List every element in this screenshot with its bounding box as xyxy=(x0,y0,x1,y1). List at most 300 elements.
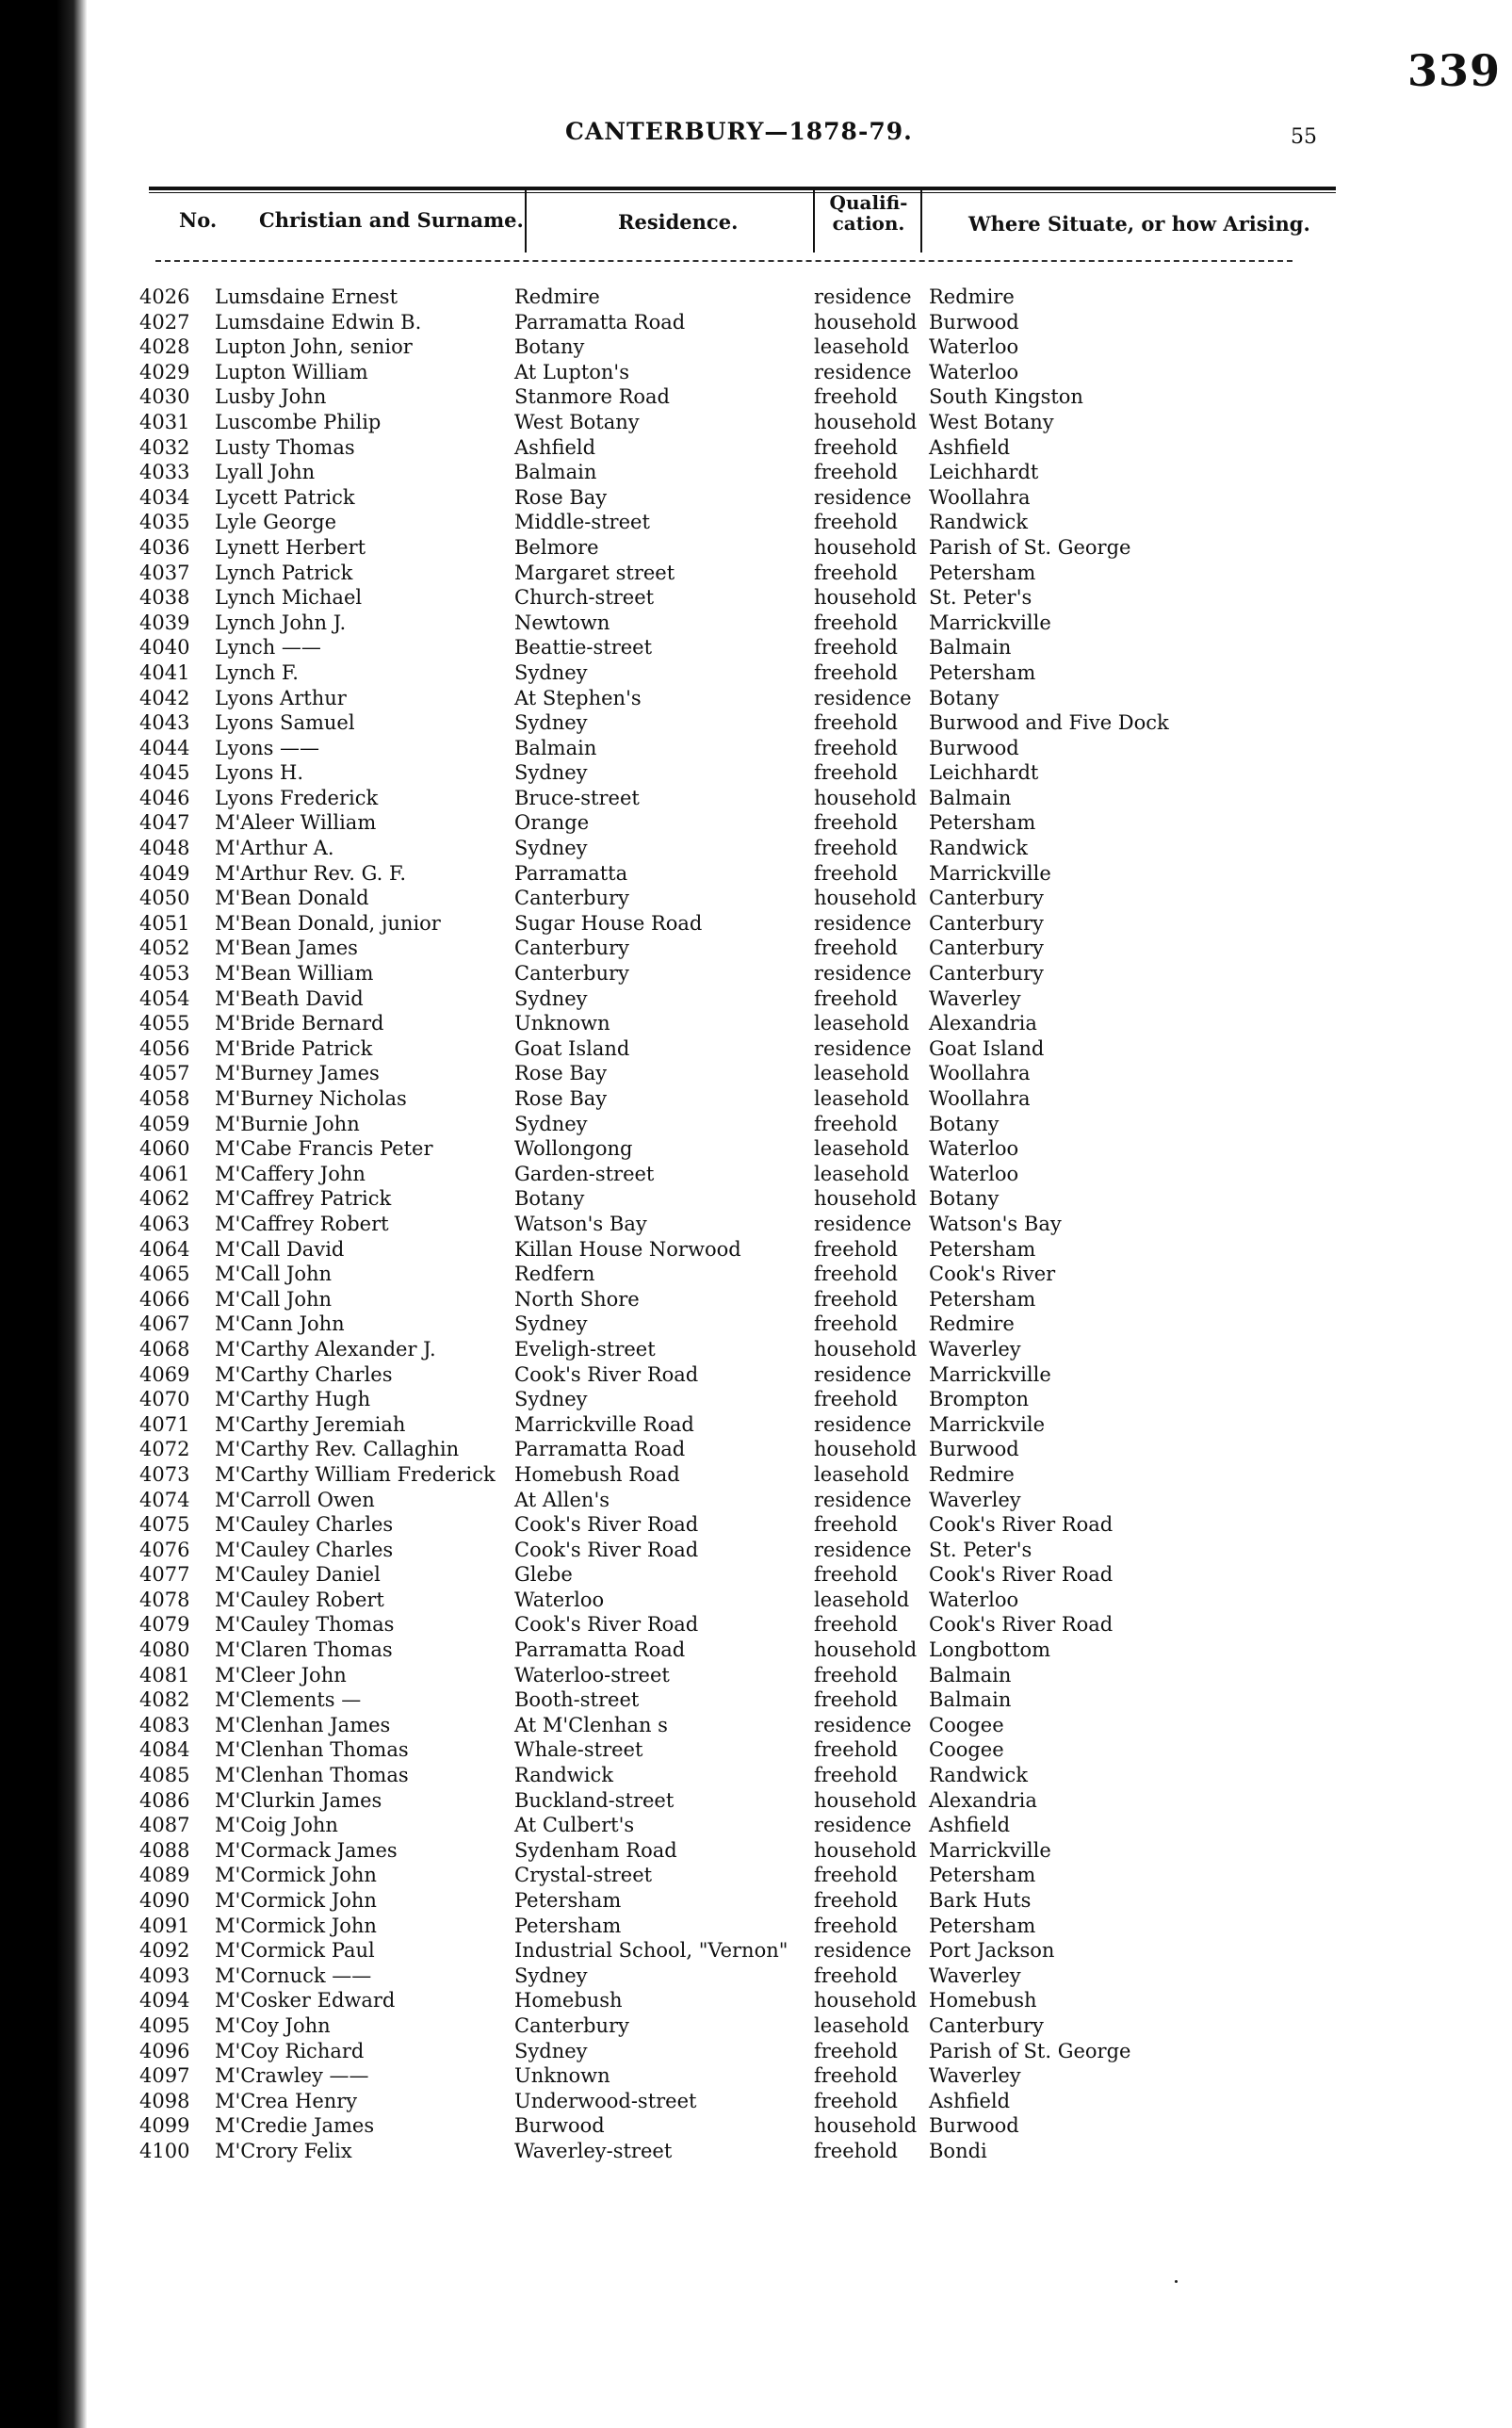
row-name: M'Burnie John xyxy=(215,1112,360,1135)
row-residence: Sydenham Road xyxy=(514,1838,677,1862)
row-residence: Whale-street xyxy=(514,1738,643,1762)
row-qualification: leasehold xyxy=(814,1162,910,1185)
row-qualification: leasehold xyxy=(814,335,910,359)
row-number: 4033 xyxy=(139,461,190,484)
table-row xyxy=(0,2089,1512,2114)
row-qualification: freehold xyxy=(814,837,898,860)
row-number: 4085 xyxy=(139,1764,190,1787)
row-number: 4050 xyxy=(139,887,190,910)
row-name: M'Aleer William xyxy=(215,811,377,835)
row-residence: Newtown xyxy=(514,611,610,634)
row-name: M'Coy John xyxy=(215,2013,331,2037)
row-where: Balmain xyxy=(929,1688,1012,1712)
row-name: M'Crawley —— xyxy=(215,2064,369,2088)
row-number: 4083 xyxy=(139,1713,190,1736)
row-name: M'Cormick John xyxy=(215,1914,377,1937)
row-qualification: freehold xyxy=(814,1914,898,1937)
row-qualification: household xyxy=(814,786,918,809)
row-qualification: residence xyxy=(814,360,912,383)
row-residence: Balmain xyxy=(514,461,597,484)
row-where: Woollahra xyxy=(929,1062,1031,1085)
row-name: Lyons —— xyxy=(215,736,320,759)
row-where: Redmire xyxy=(929,285,1015,308)
row-number: 4093 xyxy=(139,1964,190,1987)
row-number: 4065 xyxy=(139,1263,190,1286)
row-name: Lusty Thomas xyxy=(215,435,355,459)
row-name: M'Cormick Paul xyxy=(215,1939,375,1963)
row-number: 4071 xyxy=(139,1412,190,1436)
row-where: Homebush xyxy=(929,1989,1037,2012)
row-qualification: residence xyxy=(814,1412,912,1436)
row-residence: Killan House Norwood xyxy=(514,1237,741,1261)
row-number: 4060 xyxy=(139,1137,190,1161)
row-qualification: household xyxy=(814,1187,918,1211)
row-residence: Sydney xyxy=(514,837,588,860)
row-qualification: freehold xyxy=(814,2089,898,2112)
row-number: 4086 xyxy=(139,1788,190,1812)
row-residence: Petersham xyxy=(514,1914,622,1937)
row-qualification: freehold xyxy=(814,1738,898,1762)
table-row xyxy=(0,2113,1512,2139)
row-name: M'Carthy Jeremiah xyxy=(215,1412,406,1436)
row-name: Lynch F. xyxy=(215,660,299,684)
table-row xyxy=(0,310,1512,335)
row-where: Ashfield xyxy=(929,435,1011,459)
row-where: Leichhardt xyxy=(929,461,1039,484)
table-row xyxy=(0,1863,1512,1888)
row-qualification: freehold xyxy=(814,1287,898,1311)
page-number: 55 xyxy=(1291,125,1317,149)
row-where: Ashfield xyxy=(929,2089,1011,2112)
row-qualification: household xyxy=(814,887,918,910)
row-qualification: residence xyxy=(814,1362,912,1386)
row-residence: At Culbert's xyxy=(514,1814,635,1837)
row-qualification: residence xyxy=(814,485,912,509)
row-name: Lumsdaine Ernest xyxy=(215,285,398,308)
row-residence: Sydney xyxy=(514,761,588,785)
row-name: M'Cormack James xyxy=(215,1838,398,1862)
table-row xyxy=(0,760,1512,786)
row-number: 4046 xyxy=(139,786,190,809)
table-row xyxy=(0,1838,1512,1864)
row-number: 4098 xyxy=(139,2089,190,2112)
row-name: M'Cleer John xyxy=(215,1663,347,1687)
row-qualification: leasehold xyxy=(814,1087,910,1110)
table-row xyxy=(0,561,1512,586)
row-residence: Underwood-street xyxy=(514,2089,697,2112)
row-name: Lyons Frederick xyxy=(215,786,379,809)
row-residence: Crystal-street xyxy=(514,1864,653,1887)
row-qualification: residence xyxy=(814,1538,912,1561)
row-qualification: freehold xyxy=(814,1312,898,1336)
row-residence: Rose Bay xyxy=(514,1062,608,1085)
row-number: 4029 xyxy=(139,360,190,383)
row-name: M'Cornuck —— xyxy=(215,1964,372,1987)
row-name: M'Clurkin James xyxy=(215,1788,382,1812)
row-name: M'Cauley Robert xyxy=(215,1588,384,1611)
table-row xyxy=(0,1788,1512,1814)
table-row xyxy=(0,1162,1512,1187)
row-number: 4058 xyxy=(139,1087,190,1110)
row-qualification: freehold xyxy=(814,736,898,759)
row-residence: Eveligh-street xyxy=(514,1337,656,1361)
table-row xyxy=(0,2039,1512,2064)
binding-mark xyxy=(0,253,15,256)
row-residence: Industrial School, "Vernon" xyxy=(514,1939,789,1963)
row-qualification: freehold xyxy=(814,1889,898,1912)
top-rule-thin xyxy=(149,192,1336,193)
row-qualification: freehold xyxy=(814,1263,898,1286)
row-number: 4040 xyxy=(139,636,190,660)
row-residence: West Botany xyxy=(514,410,640,433)
register-table xyxy=(0,285,1512,2164)
table-row xyxy=(0,660,1512,686)
row-name: M'Cann John xyxy=(215,1312,345,1336)
row-name: Lycett Patrick xyxy=(215,485,355,509)
row-number: 4036 xyxy=(139,535,190,559)
row-number: 4047 xyxy=(139,811,190,835)
row-qualification: freehold xyxy=(814,2064,898,2088)
row-residence: Stanmore Road xyxy=(514,385,670,409)
row-qualification: household xyxy=(814,1337,918,1361)
row-name: Lyons Samuel xyxy=(215,711,355,735)
row-name: Lynett Herbert xyxy=(215,535,366,559)
row-where: Marrickville xyxy=(929,611,1051,634)
row-name: Lupton John, senior xyxy=(215,335,413,359)
row-number: 4026 xyxy=(139,285,190,308)
row-name: Lyons H. xyxy=(215,761,304,785)
table-row xyxy=(0,986,1512,1012)
row-number: 4091 xyxy=(139,1914,190,1937)
row-name: M'Carthy Rev. Callaghin xyxy=(215,1438,460,1461)
row-number: 4094 xyxy=(139,1989,190,2012)
row-qualification: freehold xyxy=(814,461,898,484)
row-qualification: leasehold xyxy=(814,1588,910,1611)
row-residence: Cook's River Road xyxy=(514,1362,699,1386)
row-where: Alexandria xyxy=(929,1012,1037,1035)
row-name: Luscombe Philip xyxy=(215,410,382,433)
row-name: M'Clenhan Thomas xyxy=(215,1764,409,1787)
row-name: M'Arthur Rev. G. F. xyxy=(215,861,406,885)
table-row xyxy=(0,911,1512,937)
row-where: Burwood xyxy=(929,1438,1019,1461)
row-number: 4082 xyxy=(139,1688,190,1712)
row-number: 4037 xyxy=(139,561,190,584)
table-row xyxy=(0,1337,1512,1362)
row-qualification: leasehold xyxy=(814,1062,910,1085)
row-name: M'Crory Felix xyxy=(215,2139,352,2162)
row-residence: Cook's River Road xyxy=(514,1538,699,1561)
row-residence: Sydney xyxy=(514,711,588,735)
table-row xyxy=(0,611,1512,636)
row-qualification: residence xyxy=(814,1713,912,1736)
row-where: Petersham xyxy=(929,1287,1036,1311)
row-where: Canterbury xyxy=(929,911,1044,935)
table-row xyxy=(0,1036,1512,1062)
row-residence: Buckland-street xyxy=(514,1788,675,1812)
row-name: M'Caffrey Patrick xyxy=(215,1187,392,1211)
row-qualification: freehold xyxy=(814,1864,898,1887)
header-no: No. xyxy=(179,208,218,232)
row-number: 4051 xyxy=(139,911,190,935)
row-qualification: freehold xyxy=(814,1688,898,1712)
row-residence: Rose Bay xyxy=(514,485,608,509)
row-residence: At Allen's xyxy=(514,1488,610,1511)
row-number: 4073 xyxy=(139,1462,190,1486)
row-where: Leichhardt xyxy=(929,761,1039,785)
row-qualification: residence xyxy=(814,962,912,986)
table-row xyxy=(0,961,1512,986)
row-qualification: freehold xyxy=(814,611,898,634)
row-residence: Redmire xyxy=(514,285,600,308)
row-residence: Canterbury xyxy=(514,887,629,910)
row-number: 4081 xyxy=(139,1663,190,1687)
row-residence: Waterloo-street xyxy=(514,1663,670,1687)
row-number: 4062 xyxy=(139,1187,190,1211)
row-residence: Marrickville Road xyxy=(514,1412,694,1436)
row-number: 4028 xyxy=(139,335,190,359)
row-where: West Botany xyxy=(929,410,1054,433)
row-name: M'Bean William xyxy=(215,962,374,986)
row-residence: North Shore xyxy=(514,1287,640,1311)
row-residence: Unknown xyxy=(514,1012,610,1035)
row-number: 4048 xyxy=(139,837,190,860)
row-number: 4069 xyxy=(139,1362,190,1386)
row-name: M'Clenhan James xyxy=(215,1713,391,1736)
row-qualification: freehold xyxy=(814,2139,898,2162)
row-residence: Unknown xyxy=(514,2064,610,2088)
table-row xyxy=(0,1112,1512,1137)
row-number: 4099 xyxy=(139,2114,190,2138)
row-qualification: freehold xyxy=(814,435,898,459)
table-row xyxy=(0,1687,1512,1713)
row-qualification: household xyxy=(814,310,918,334)
row-name: M'Carthy Charles xyxy=(215,1362,393,1386)
table-row xyxy=(0,1612,1512,1638)
row-number: 4041 xyxy=(139,660,190,684)
table-row xyxy=(0,1011,1512,1036)
row-where: Bondi xyxy=(929,2139,987,2162)
row-residence: Randwick xyxy=(514,1764,613,1787)
table-row xyxy=(0,360,1512,385)
row-name: M'Clements — xyxy=(215,1688,362,1712)
table-row xyxy=(0,1462,1512,1488)
row-where: Waterloo xyxy=(929,360,1019,383)
table-row xyxy=(0,1638,1512,1663)
row-where: Waterloo xyxy=(929,335,1019,359)
row-name: M'Clenhan Thomas xyxy=(215,1738,409,1762)
row-residence: Sydney xyxy=(514,986,588,1010)
table-row xyxy=(0,810,1512,836)
row-qualification: household xyxy=(814,586,918,610)
row-qualification: household xyxy=(814,1638,918,1662)
row-where: Waverley xyxy=(929,2064,1021,2088)
table-row xyxy=(0,1186,1512,1212)
row-residence: Goat Island xyxy=(514,1036,630,1060)
row-name: M'Bean Donald xyxy=(215,887,369,910)
row-where: Redmire xyxy=(929,1462,1015,1486)
header-residence: Residence. xyxy=(618,210,739,234)
row-residence: Garden-street xyxy=(514,1162,655,1185)
row-number: 4052 xyxy=(139,937,190,960)
row-number: 4061 xyxy=(139,1162,190,1185)
table-row xyxy=(0,1888,1512,1914)
row-number: 4075 xyxy=(139,1513,190,1537)
table-row xyxy=(0,510,1512,535)
row-number: 4077 xyxy=(139,1563,190,1587)
row-where: Burwood xyxy=(929,2114,1019,2138)
row-name: M'Beath David xyxy=(215,986,364,1010)
table-row xyxy=(0,861,1512,887)
table-row xyxy=(0,1387,1512,1412)
table-row xyxy=(0,1061,1512,1086)
row-qualification: freehold xyxy=(814,811,898,835)
table-row xyxy=(0,886,1512,911)
table-row xyxy=(0,686,1512,711)
row-number: 4059 xyxy=(139,1112,190,1135)
row-residence: Church-street xyxy=(514,586,655,610)
row-where: Randwick xyxy=(929,1764,1028,1787)
row-residence: At M'Clenhan s xyxy=(514,1713,668,1736)
row-name: M'Burney James xyxy=(215,1062,380,1085)
row-residence: Sydney xyxy=(514,1388,588,1411)
table-row xyxy=(0,1237,1512,1263)
row-where: Petersham xyxy=(929,1237,1036,1261)
row-name: Lynch —— xyxy=(215,636,321,660)
row-qualification: residence xyxy=(814,1488,912,1511)
row-qualification: household xyxy=(814,1989,918,2012)
row-residence: Booth-street xyxy=(514,1688,640,1712)
row-name: M'Crea Henry xyxy=(215,2089,358,2112)
row-residence: Homebush Road xyxy=(514,1462,680,1486)
row-number: 4090 xyxy=(139,1889,190,1912)
table-row xyxy=(0,1287,1512,1312)
table-row xyxy=(0,1562,1512,1588)
row-name: Lynch Michael xyxy=(215,586,363,610)
row-qualification: residence xyxy=(814,686,912,709)
row-number: 4038 xyxy=(139,586,190,610)
row-residence: Canterbury xyxy=(514,2013,629,2037)
row-name: M'Cauley Daniel xyxy=(215,1563,381,1587)
row-where: Randwick xyxy=(929,511,1028,534)
row-number: 4092 xyxy=(139,1939,190,1963)
header-name: Christian and Surname. xyxy=(259,208,524,232)
page-title: CANTERBURY—1878-79. xyxy=(565,118,913,145)
row-number: 4070 xyxy=(139,1388,190,1411)
row-where: Parish of St. George xyxy=(929,535,1131,559)
row-where: Marrickvile xyxy=(929,1412,1046,1436)
row-name: M'Cormick John xyxy=(215,1889,377,1912)
row-name: M'Carroll Owen xyxy=(215,1488,375,1511)
row-name: M'Cauley Charles xyxy=(215,1538,394,1561)
row-name: Lyons Arthur xyxy=(215,686,347,709)
row-where: Marrickville xyxy=(929,1838,1051,1862)
row-number: 4039 xyxy=(139,611,190,634)
row-name: M'Bean Donald, junior xyxy=(215,911,441,935)
row-qualification: leasehold xyxy=(814,2013,910,2037)
row-number: 4031 xyxy=(139,410,190,433)
row-number: 4055 xyxy=(139,1012,190,1035)
row-where: Waterloo xyxy=(929,1162,1019,1185)
row-qualification: freehold xyxy=(814,1613,898,1637)
row-qualification: freehold xyxy=(814,711,898,735)
table-row xyxy=(0,585,1512,611)
row-where: Parish of St. George xyxy=(929,2039,1131,2062)
table-row xyxy=(0,936,1512,961)
page-stamp: 339 xyxy=(1406,45,1501,96)
row-residence: Cook's River Road xyxy=(514,1613,699,1637)
row-residence: Watson's Bay xyxy=(514,1212,647,1235)
row-qualification: freehold xyxy=(814,761,898,785)
row-residence: Redfern xyxy=(514,1263,595,1286)
row-where: Botany xyxy=(929,686,1000,709)
scan-speck xyxy=(1175,2280,1178,2283)
table-row xyxy=(0,786,1512,811)
row-where: Brompton xyxy=(929,1388,1030,1411)
row-where: Canterbury xyxy=(929,962,1044,986)
table-row xyxy=(0,836,1512,861)
table-row xyxy=(0,334,1512,360)
table-row xyxy=(0,1938,1512,1964)
row-where: St. Peter's xyxy=(929,586,1032,610)
row-qualification: household xyxy=(814,1838,918,1862)
column-divider xyxy=(813,190,815,253)
row-name: Lynch Patrick xyxy=(215,561,353,584)
row-where: Longbottom xyxy=(929,1638,1051,1662)
row-number: 4034 xyxy=(139,485,190,509)
row-qualification: freehold xyxy=(814,1563,898,1587)
row-where: Redmire xyxy=(929,1312,1015,1336)
row-where: Canterbury xyxy=(929,937,1044,960)
row-where: Alexandria xyxy=(929,1788,1037,1812)
row-number: 4063 xyxy=(139,1212,190,1235)
row-name: M'Claren Thomas xyxy=(215,1638,393,1662)
row-name: M'Carthy William Frederick xyxy=(215,1462,496,1486)
row-number: 4049 xyxy=(139,861,190,885)
row-where: Coogee xyxy=(929,1713,1004,1736)
table-row xyxy=(0,1914,1512,1939)
row-number: 4043 xyxy=(139,711,190,735)
row-residence: Sydney xyxy=(514,1964,588,1987)
row-where: Balmain xyxy=(929,636,1012,660)
row-residence: Ashfield xyxy=(514,435,596,459)
row-residence: Middle-street xyxy=(514,511,650,534)
row-qualification: freehold xyxy=(814,1663,898,1687)
table-row xyxy=(0,435,1512,461)
row-residence: Parramatta Road xyxy=(514,1638,686,1662)
row-qualification: freehold xyxy=(814,1388,898,1411)
row-where: Woollahra xyxy=(929,485,1031,509)
row-qualification: residence xyxy=(814,1939,912,1963)
table-row xyxy=(0,1086,1512,1112)
row-number: 4056 xyxy=(139,1036,190,1060)
row-where: Botany xyxy=(929,1187,1000,1211)
row-qualification: freehold xyxy=(814,660,898,684)
row-number: 4084 xyxy=(139,1738,190,1762)
row-number: 4078 xyxy=(139,1588,190,1611)
row-number: 4066 xyxy=(139,1287,190,1311)
top-rule xyxy=(149,187,1336,190)
table-row xyxy=(0,1964,1512,1989)
row-residence: Orange xyxy=(514,811,590,835)
row-where: Port Jackson xyxy=(929,1939,1055,1963)
row-number: 4072 xyxy=(139,1438,190,1461)
row-where: Watson's Bay xyxy=(929,1212,1062,1235)
row-qualification: freehold xyxy=(814,1764,898,1787)
row-qualification: freehold xyxy=(814,561,898,584)
row-residence: Petersham xyxy=(514,1889,622,1912)
row-number: 4080 xyxy=(139,1638,190,1662)
